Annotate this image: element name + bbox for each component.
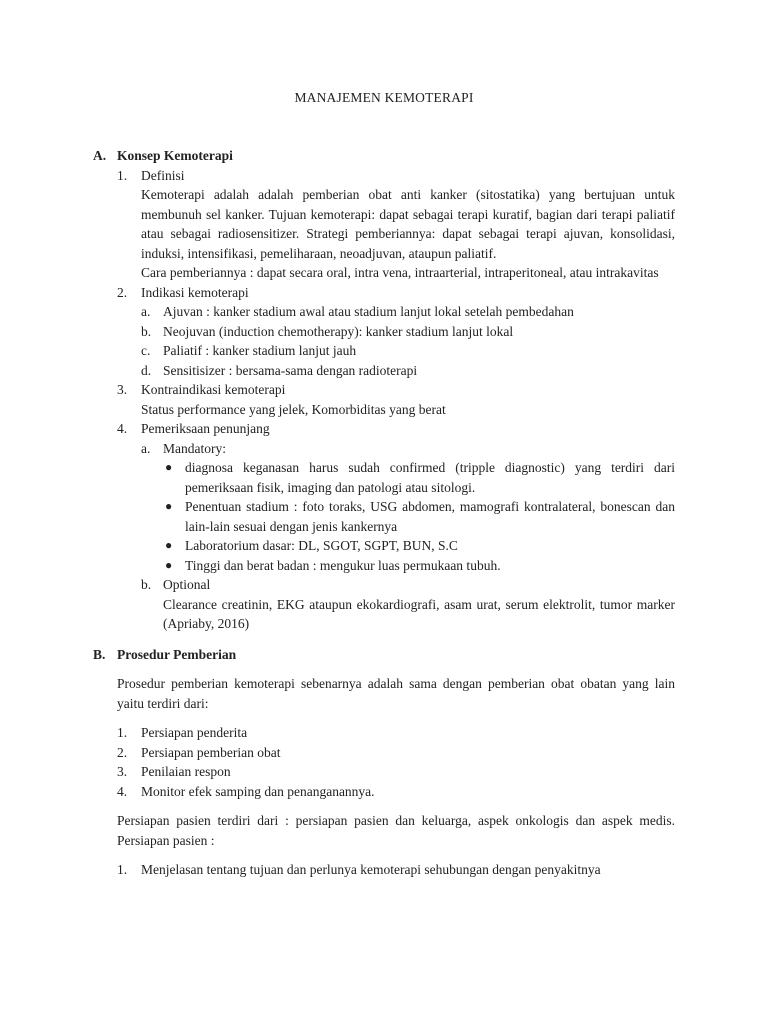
sub-item-text: Ajuvan : kanker stadium awal atau stadium lanjut lokal setelah pembedahan [163, 304, 574, 319]
contraindication-paragraph: Status performance yang jelek, Komorbiditas yang berat [141, 401, 446, 417]
item-text: Persiapan pemberian obat [141, 744, 281, 760]
definition-paragraph: Kemoterapi adalah adalah pemberian obat anti kanker (sitostatika) yang bertujuan untuk membunuh sel kanker. Tujuan kemoterapi: dapat sebagai terapi kuratif, bagian dari terapi paliatif atau sebagai radiosensitizer. Strategi pemberiannya: dapat sebagai terapi ajuvan, konsolidasi, induksi, intensifikasi, pemeliharaan, neoadjuvan, ataupun paliatif. [141, 187, 675, 261]
list-item [93, 166, 675, 186]
item-number: 3. [117, 382, 128, 397]
patient-prep-paragraph: Persiapan pasien terdiri dari : persiapan pasien dan keluarga, aspek onkologis dan aspek medis. Persiapan pasien : [117, 813, 675, 848]
item-number: 1. [117, 862, 128, 877]
section-a-label: A. [93, 148, 107, 163]
sub-list-item [93, 361, 675, 381]
item-text: Penilaian respon [141, 764, 231, 779]
bullet-text: Laboratorium dasar: DL, SGOT, SGPT, BUN, S.C [185, 538, 458, 553]
item-text: Menjelasan tentang tujuan dan perlunya kemoterapi sehubungan dengan penyakitnya [141, 862, 601, 877]
list-item [117, 762, 675, 782]
optional-paragraph: Clearance creatinin, EKG ataupun ekokardiografi, asam urat, serum elektrolit, tumor marker (Apriaby, 2016) [163, 596, 675, 631]
item-text: Monitor efek samping dan penanganannya. [141, 783, 375, 799]
bullet-icon: ● [165, 499, 173, 513]
item-text: Persiapan penderita [141, 725, 248, 740]
sub-item-text: Sensitisizer : bersama-sama dengan radioterapi [163, 362, 418, 378]
sub-item-letter: b. [141, 577, 152, 592]
item-label: Pemeriksaan penunjang [141, 421, 270, 436]
list-item [93, 283, 675, 303]
sub-item-text: Optional [163, 577, 211, 592]
sub-list-item [93, 439, 675, 459]
section-b-label: B. [93, 646, 106, 662]
item-number: 1. [117, 167, 128, 183]
item-number: 1. [117, 725, 128, 740]
list-item [117, 743, 675, 763]
sub-item-text: Paliatif : kanker stadium lanjut jauh [163, 343, 357, 358]
section-a-heading [93, 146, 675, 166]
sub-list-item [93, 575, 675, 595]
bullet-item [93, 497, 675, 536]
bullet-icon: ● [165, 557, 173, 572]
sub-item-text: Neojuvan (induction chemotherapy): kanker stadium lanjut lokal [163, 323, 514, 339]
list-item [93, 419, 675, 439]
item-label: Definisi [141, 167, 185, 183]
item-label: Indikasi kemoterapi [141, 284, 249, 300]
bullet-text: Tinggi dan berat badan : mengukur luas permukaan tubuh. [185, 557, 501, 573]
sub-list-item [93, 341, 675, 361]
sub-item-letter: d. [141, 362, 152, 378]
sub-item-text: Mandatory: [163, 440, 226, 456]
item-number: 3. [117, 764, 128, 779]
bullet-text: diagnosa keganasan harus sudah confirmed (tripple diagnostic) yang terdiri dari pemeriksaan fisik, imaging dan patologi atau sitologi. [185, 460, 675, 495]
bullet-icon: ● [165, 460, 173, 474]
sub-list-item [93, 322, 675, 342]
bullet-icon: ● [165, 538, 173, 552]
procedure-steps [93, 723, 675, 801]
sub-list-item [93, 302, 675, 322]
list-item [117, 723, 675, 743]
sub-item-letter: a. [141, 304, 151, 319]
section-a-title: Konsep Kemoterapi [117, 148, 233, 163]
bullet-item [93, 458, 675, 497]
section-b-title: Prosedur Pemberian [117, 646, 237, 662]
item-number: 4. [117, 783, 128, 799]
list-item [93, 380, 675, 400]
document-body [93, 146, 675, 880]
item-label: Kontraindikasi kemoterapi [141, 382, 286, 397]
patient-prep-steps [93, 860, 675, 880]
bullet-item [93, 556, 675, 576]
item-number: 2. [117, 284, 128, 300]
item-number: 2. [117, 744, 128, 760]
item-number: 4. [117, 421, 128, 436]
sub-item-letter: c. [141, 343, 151, 358]
bullet-text: Penentuan stadium : foto toraks, USG abdomen, mamografi kontralateral, bonescan dan lain-lain sesuai dengan jenis kankernya [185, 499, 675, 534]
section-b-heading [93, 645, 675, 665]
sub-item-letter: a. [141, 440, 151, 456]
list-item [117, 782, 675, 802]
list-item [117, 860, 675, 880]
sub-item-letter: b. [141, 323, 152, 339]
administration-paragraph: Cara pemberiannya : dapat secara oral, intra vena, intraarterial, intraperitoneal, atau intrakavitas [141, 265, 659, 280]
procedure-intro: Prosedur pemberian kemoterapi sebenarnya adalah sama dengan pemberian obat obatan yang lain yaitu terdiri dari: [117, 676, 675, 711]
document-title: MANAJEMEN KEMOTERAPI [294, 90, 474, 105]
bullet-item [93, 536, 675, 556]
